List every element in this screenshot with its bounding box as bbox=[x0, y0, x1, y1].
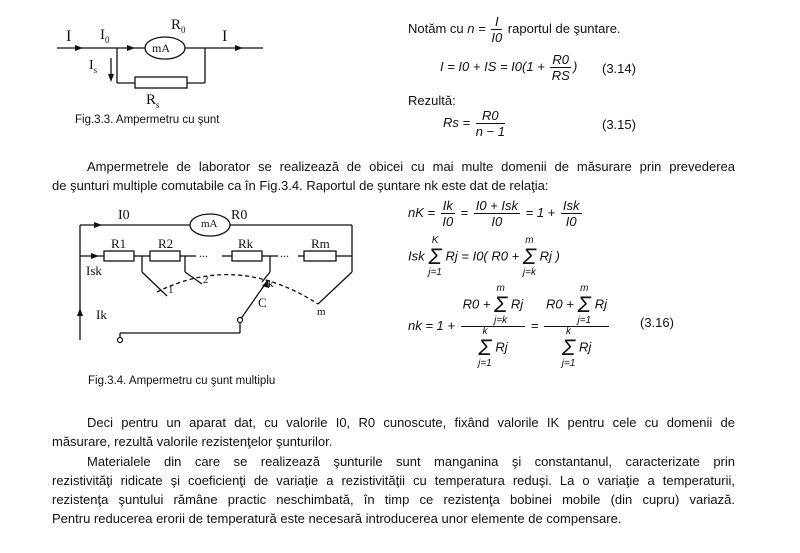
fig34-label-R2: R2 bbox=[158, 236, 174, 251]
paragraph-3-line-4: Pentru reducerea erorii de temperatură este necesară introducerea unor elemente de compensare. bbox=[52, 511, 622, 526]
fig34-label-Isk: Isk bbox=[86, 263, 102, 278]
fig34-label-I0: I0 bbox=[118, 208, 130, 223]
paragraph-3-line-1: Materialele din care se realizează şunturile sunt manganina şi constantanul, caracterizate prin bbox=[87, 454, 735, 469]
fig33-label-R0: $R_0$ bbox=[171, 17, 186, 35]
fig33-label-Rs: $R_s$ bbox=[146, 92, 160, 110]
fig34-tap-k: k bbox=[268, 278, 274, 290]
fig33-label-Is: $I_s$ bbox=[89, 58, 98, 75]
paragraph-3-line-3: rezistenţa şuntului rămâne practic neschimbată, în timp ce rezistenţa bobinei mobile (din cupru) variază. bbox=[52, 492, 735, 507]
fig33-label-I-left: I bbox=[66, 28, 72, 45]
fig34-label-R0: R0 bbox=[231, 208, 248, 223]
fig33-caption: Fig.3.3. Ampermetru cu şunt bbox=[75, 114, 220, 126]
equation-3-16: nk = 1 + R0 + m Σ j=k Rj k Σ j=1 Rj = R0 + m Σ j=1 Rj k Σ j=1 Rj bbox=[408, 283, 607, 369]
fig34-dots-2: ... bbox=[280, 246, 289, 260]
fig33-label-I0: $I_0$ bbox=[100, 27, 110, 45]
fig34-caption: Fig.3.4. Ampermetru cu şunt multiplu bbox=[88, 375, 276, 387]
figure-3-4-diagram bbox=[72, 200, 372, 350]
paragraph-2-line-2: măsurare, rezultă valorile rezistenţelor şunturilor. bbox=[52, 434, 333, 449]
equation-sum: Isk K Σ j=1 Rj = I0( R0 + m Σ j=k Rj ) bbox=[408, 235, 560, 278]
equation-3-16-label: (3.16) bbox=[640, 315, 674, 330]
fig34-tap-2: 2 bbox=[203, 274, 209, 286]
fig34-tap-1: 1 bbox=[168, 284, 174, 296]
fig33-meter-label: mA bbox=[152, 41, 170, 55]
equation-nk: nK = $\frac{Ik}{I0}$ = $\frac{\text{I0 + Isk}}{I0}$ = 1 + $\frac{\text{Isk}}{I0}$ bbox=[408, 198, 580, 229]
fig34-tap-m: m bbox=[317, 306, 326, 318]
equation-3-14-label: (3.14) bbox=[602, 61, 636, 76]
figure-3-3-diagram bbox=[55, 10, 275, 120]
fig34-label-Rk: Rk bbox=[238, 236, 254, 251]
fig33-label-I-right: I bbox=[222, 28, 228, 45]
fig34-dots-1: ... bbox=[199, 246, 208, 260]
fig34-label-Rm: Rm bbox=[311, 236, 330, 251]
paragraph-1-line-1: Ampermetrele de laborator se realizează de obicei cu mai multe domenii de măsurare prin prevederea bbox=[87, 159, 735, 174]
paragraph-2-line-1: Deci pentru un aparat dat, cu valorile I0, R0 cunoscute, fixând valorile IK pentru cele cu domenii de bbox=[87, 415, 735, 430]
result-label: Rezultă: bbox=[408, 93, 456, 108]
equation-3-15-label: (3.15) bbox=[602, 117, 636, 132]
fig34-label-C: C bbox=[258, 295, 267, 310]
equation-3-15: Rs = $\frac{R0}{n - 1}$ bbox=[443, 108, 505, 139]
equation-3-14: I = I0 + IS = I0(1 + $\frac{R0}{RS}$ ) bbox=[440, 52, 578, 83]
fig34-meter-label: mA bbox=[201, 218, 218, 230]
fig34-label-Ik: Ik bbox=[96, 307, 107, 322]
fig34-label-R1: R1 bbox=[111, 236, 127, 251]
shunt-ratio-definition: Notăm cu n = $\frac{I}{I0}$ raportul de şuntare. bbox=[408, 14, 621, 45]
paragraph-3-line-2: rezistivităţi ridicate şi coeficienţi de variaţie a rezistivităţii cu temperatura reduşi. La o variaţie a temperaturii, bbox=[52, 473, 735, 488]
paragraph-1-line-2: de şunturi multiple comutabile ca în Fig.3.4. Raportul de şuntare nk este dat de relaţia: bbox=[52, 178, 549, 193]
